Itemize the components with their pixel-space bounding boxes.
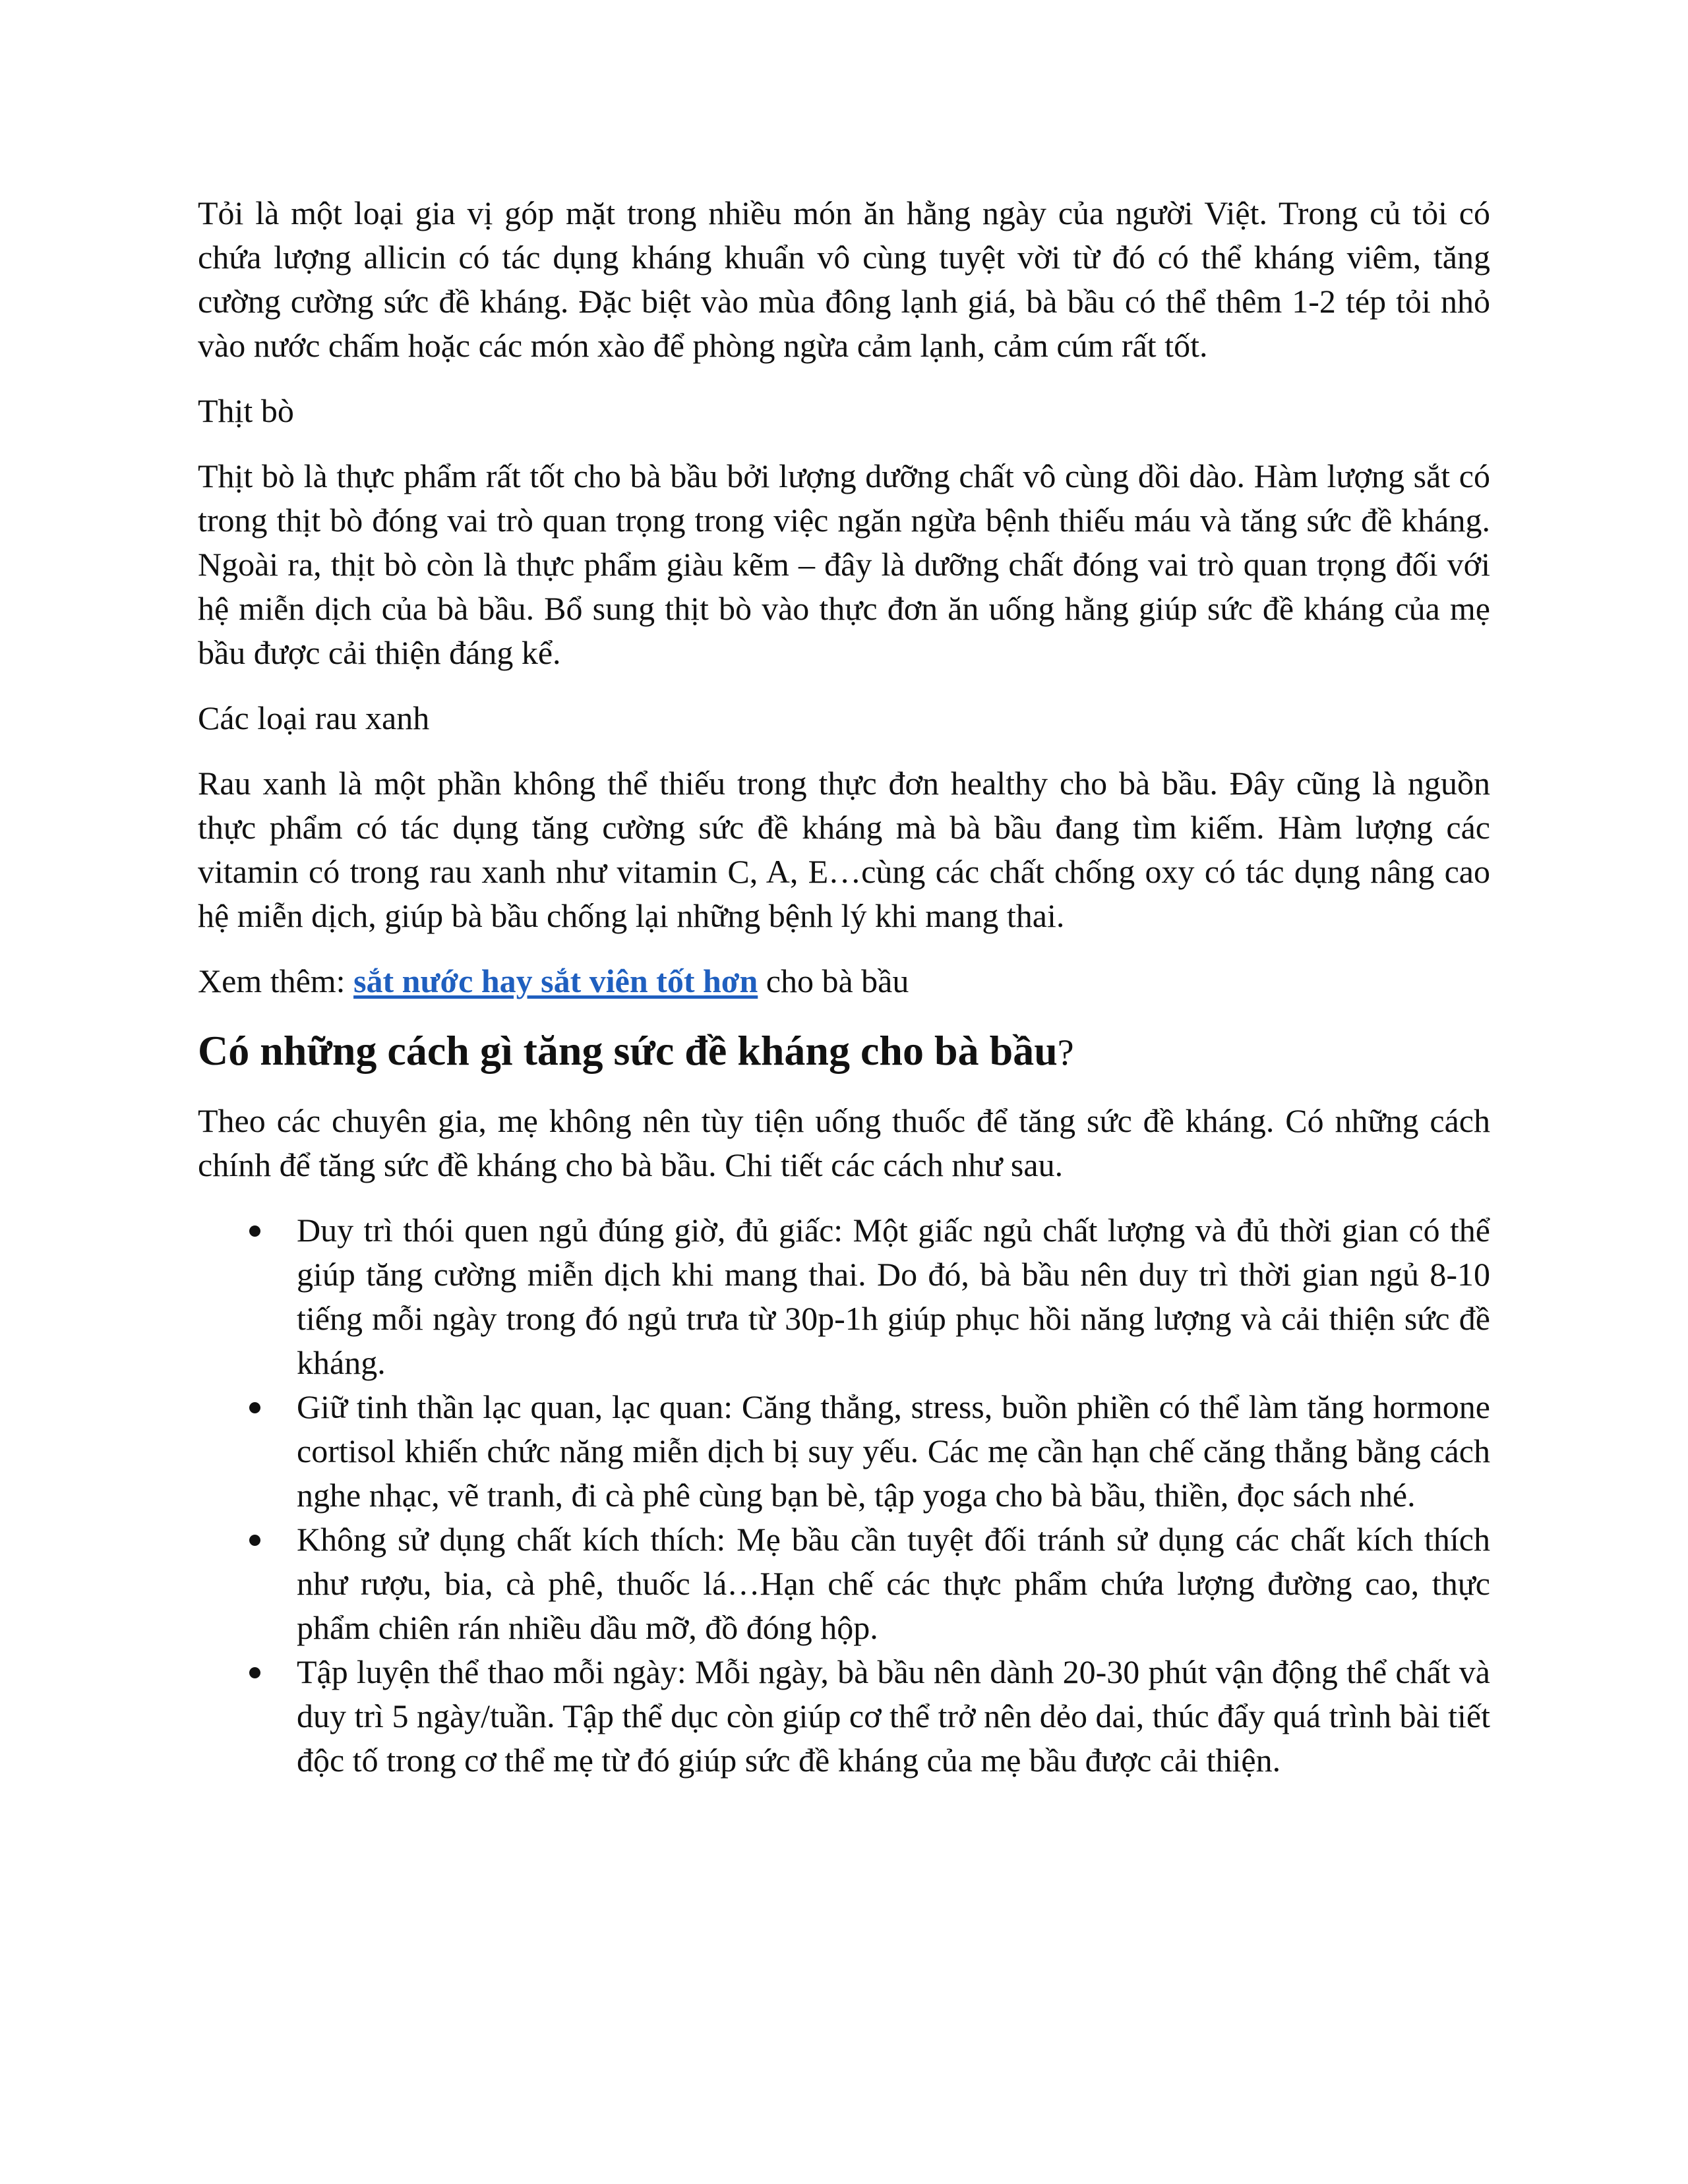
bullet-icon [249,1667,260,1678]
bullet-icon [249,1402,260,1413]
see-more-prefix: Xem thêm: [198,962,354,999]
list-item [198,1518,1490,1650]
tips-list [198,1208,1490,1783]
paragraph-garlic: Tỏi là một loại gia vị góp mặt trong nhiều món ăn hằng ngày của người Việt. Trong củ tỏi có chứa lượng allicin có tác dụng kháng khuẩn vô cùng tuyệt vời từ đó có thể kháng viêm, tăng cường cường sức đề kháng. Đặc biệt vào mùa đông lạnh giá, bà bầu có thể thêm 1-2 tép tỏi nhỏ vào nước chấm hoặc các món xào để phòng ngừa cảm lạnh, cảm cúm rất tốt. [198,194,1490,364]
see-more-link[interactable]: sắt nước hay sắt viên tốt hơn [353,962,758,999]
document-page [198,191,1490,1783]
section-heading-text: Có những cách gì tăng sức đề kháng cho bà bầu [198,1027,1058,1074]
list-item [198,1385,1490,1518]
list-item-text: Duy trì thói quen ngủ đúng giờ, đủ giấc: Một giấc ngủ chất lượng và đủ thời gian có thể giúp tăng cường miễn dịch khi mang thai. Do đó, bà bầu nên duy trì thời gian ngủ 8-10 tiếng mỗi ngày trong đó ngủ trưa từ 30p-1h giúp phục hồi năng lượng và cải thiện sức đề kháng. [297,1212,1490,1381]
list-item-text: Giữ tinh thần lạc quan, lạc quan: Căng thẳng, stress, buồn phiền có thể làm tăng hormone cortisol khiến chức năng miễn dịch bị suy yếu. Các mẹ cần hạn chế căng thẳng bằng cách nghe nhạc, vẽ tranh, đi cà phê cùng bạn bè, tập yoga cho bà bầu, thiền, đọc sách nhé. [297,1388,1490,1514]
see-more-suffix: cho bà bầu [758,962,909,999]
list-item [198,1650,1490,1783]
paragraph-intro: Theo các chuyên gia, mẹ không nên tùy tiện uống thuốc để tăng sức đề kháng. Có những cách chính để tăng sức đề kháng cho bà bầu. Chi tiết các cách như sau. [198,1102,1490,1183]
see-more-line [198,959,1490,1003]
section-heading-question-mark: ? [1057,1032,1074,1073]
paragraph-beef: Thịt bò là thực phẩm rất tốt cho bà bầu bởi lượng dưỡng chất vô cùng dồi dào. Hàm lượng sắt có trong thịt bò đóng vai trò quan trọng trong việc ngăn ngừa bệnh thiếu máu và tăng sức đề kháng. Ngoài ra, thịt bò còn là thực phẩm giàu kẽm – đây là dưỡng chất đóng vai trò quan trọng đối với hệ miễn dịch của bà bầu. Bổ sung thịt bò vào thực đơn ăn uống hằng giúp sức đề kháng của mẹ bầu được cải thiện đáng kể. [198,457,1490,671]
section-label-beef: Thịt bò [198,392,294,429]
list-item-text: Tập luyện thể thao mỗi ngày: Mỗi ngày, bà bầu nên dành 20-30 phút vận động thể chất và duy trì 5 ngày/tuần. Tập thể dục còn giúp cơ thể trở nên dẻo dai, thúc đẩy quá trình bài tiết độc tố trong cơ thể mẹ từ đó giúp sức đề kháng của mẹ bầu được cải thiện. [297,1653,1490,1779]
list-item-text: Không sử dụng chất kích thích: Mẹ bầu cần tuyệt đối tránh sử dụng các chất kích thích như rượu, bia, cà phê, thuốc lá…Hạn chế các thực phẩm chứa lượng đường cao, thực phẩm chiên rán nhiều dầu mỡ, đồ đóng hộp. [297,1521,1490,1646]
bullet-icon [249,1225,260,1237]
paragraph-vegetables: Rau xanh là một phần không thể thiếu trong thực đơn healthy cho bà bầu. Đây cũng là nguồn thực phẩm có tác dụng tăng cường sức đề kháng mà bà bầu đang tìm kiếm. Hàm lượng các vitamin có trong rau xanh như vitamin C, A, E…cùng các chất chống oxy có tác dụng nâng cao hệ miễn dịch, giúp bà bầu chống lại những bệnh lý khi mang thai. [198,765,1490,934]
list-item [198,1208,1490,1385]
bullet-icon [249,1535,260,1546]
section-label-vegetables: Các loại rau xanh [198,699,430,736]
section-heading [198,1024,1490,1079]
